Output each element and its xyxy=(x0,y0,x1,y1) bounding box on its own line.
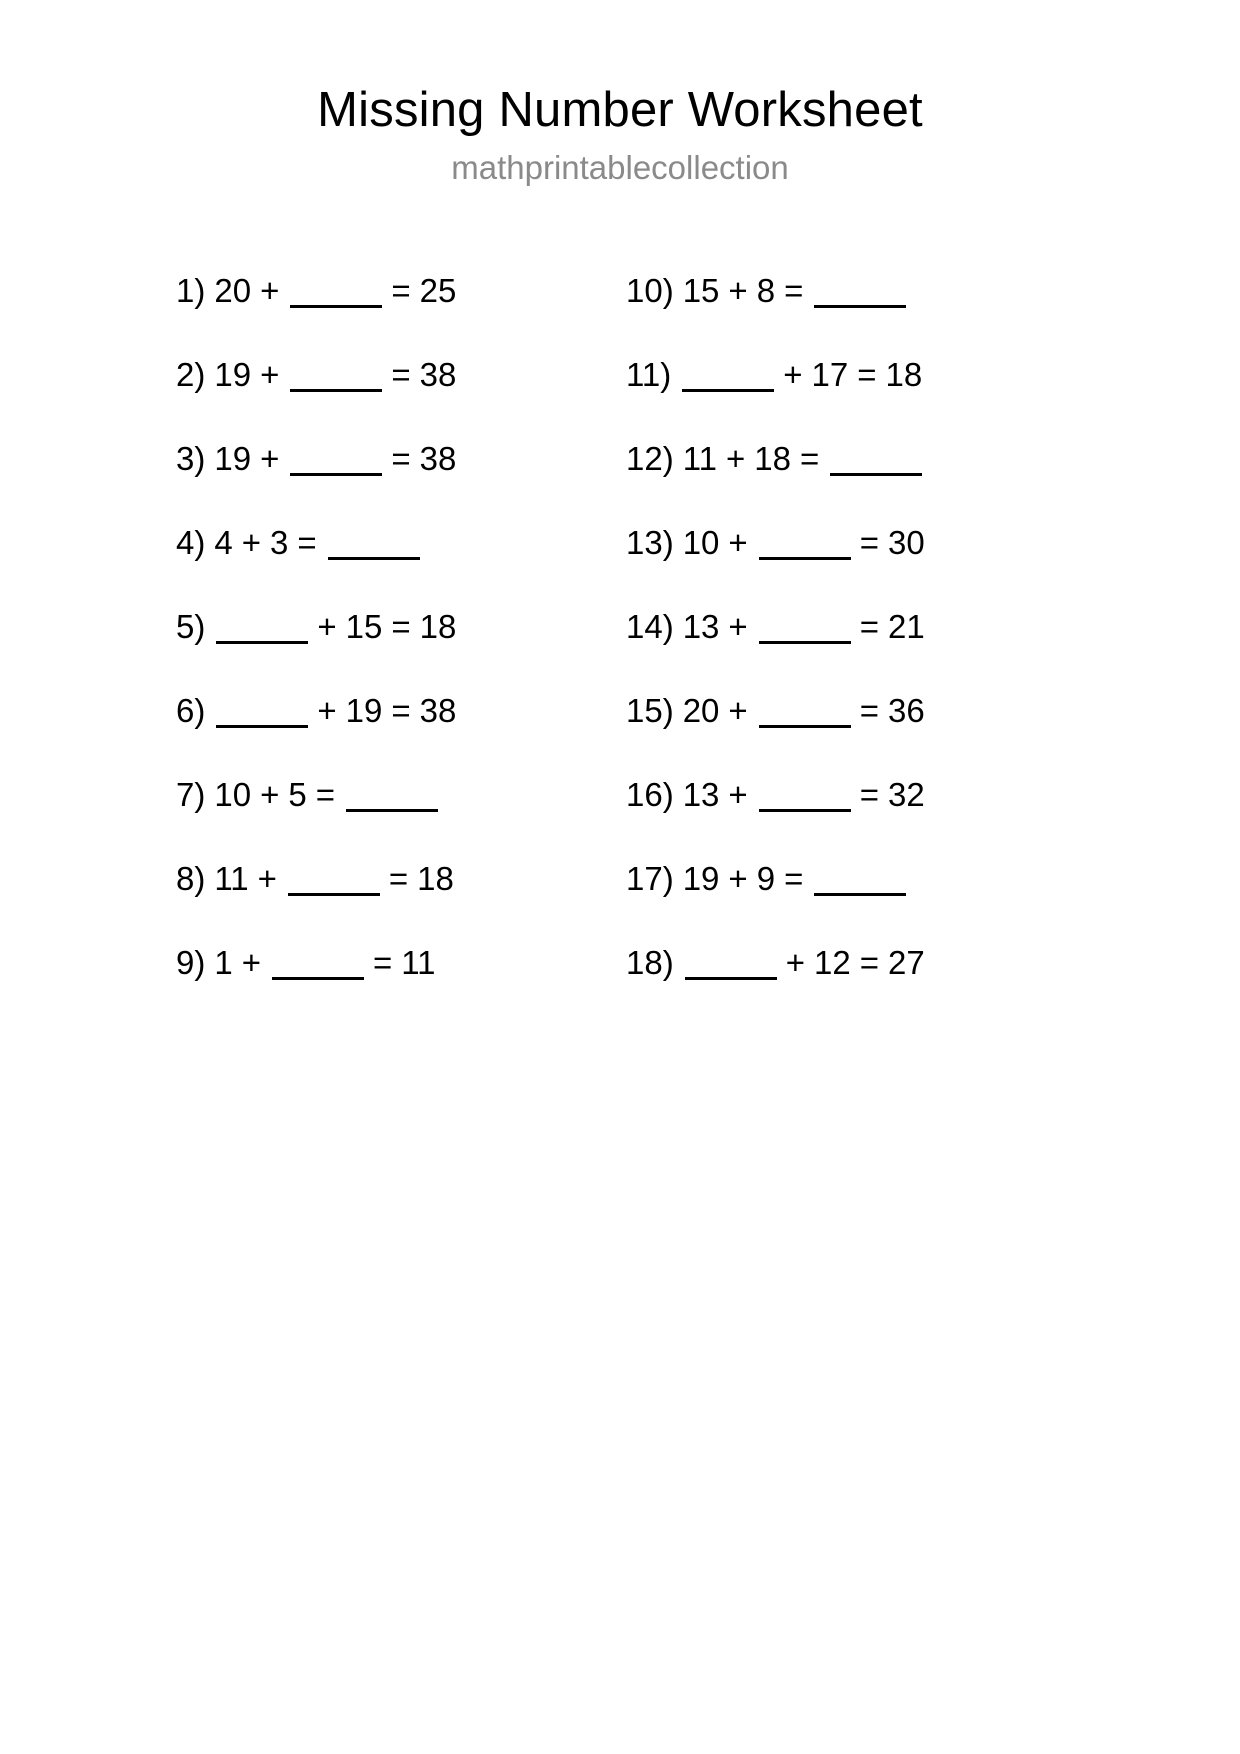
operand-a: 13 xyxy=(682,776,720,814)
problems-area xyxy=(0,273,1240,1029)
equals-operator: = xyxy=(315,776,335,814)
operand-a: 10 xyxy=(682,524,720,562)
operand-b: 8 xyxy=(756,272,776,310)
problem-row xyxy=(626,777,1076,861)
operand-a: 19 xyxy=(214,356,252,394)
operand-a: 4 xyxy=(214,524,233,562)
problem-number: 6) xyxy=(176,692,206,730)
equals-operator: = xyxy=(859,608,879,646)
plus-operator: + xyxy=(241,524,261,562)
problem-number: 17) xyxy=(626,860,674,898)
worksheet-subtitle: mathprintablecollection xyxy=(451,149,789,187)
operand-a: 19 xyxy=(682,860,720,898)
worksheet-header xyxy=(0,0,1240,187)
problem-row xyxy=(176,525,626,609)
equals-operator: = xyxy=(784,272,804,310)
answer-blank-operand-b[interactable] xyxy=(290,447,382,476)
plus-operator: + xyxy=(783,356,803,394)
plus-operator: + xyxy=(317,692,337,730)
operand-b: 19 xyxy=(345,692,383,730)
problem-row xyxy=(626,441,1076,525)
problem-row xyxy=(626,609,1076,693)
answer-blank-operand-b[interactable] xyxy=(759,783,851,812)
equals-operator: = xyxy=(799,440,820,478)
answer-blank-result[interactable] xyxy=(814,279,906,308)
problem-row xyxy=(176,609,626,693)
problem-row xyxy=(626,861,1076,945)
equals-operator: = xyxy=(391,440,411,478)
answer-blank-result[interactable] xyxy=(830,447,922,476)
result-value: 38 xyxy=(419,692,457,730)
problem-row xyxy=(176,693,626,777)
equals-operator: = xyxy=(391,608,411,646)
plus-operator: + xyxy=(728,692,748,730)
answer-blank-operand-b[interactable] xyxy=(290,363,382,392)
problem-number: 5) xyxy=(176,608,206,646)
operand-a: 13 xyxy=(682,608,720,646)
plus-operator: + xyxy=(260,776,280,814)
equals-operator: = xyxy=(784,860,804,898)
equals-operator: = xyxy=(859,776,879,814)
result-value: 32 xyxy=(887,776,925,814)
problem-row xyxy=(176,273,626,357)
result-value: 18 xyxy=(419,608,457,646)
problem-number: 15) xyxy=(626,692,674,730)
result-value: 18 xyxy=(885,356,923,394)
problems-column-right xyxy=(626,273,1076,1029)
equals-operator: = xyxy=(391,692,411,730)
equals-operator: = xyxy=(391,356,411,394)
answer-blank-operand-a[interactable] xyxy=(216,699,308,728)
plus-operator: + xyxy=(728,860,748,898)
result-value: 38 xyxy=(419,440,457,478)
operand-b: 9 xyxy=(756,860,776,898)
answer-blank-result[interactable] xyxy=(328,531,420,560)
plus-operator: + xyxy=(317,608,337,646)
answer-blank-result[interactable] xyxy=(346,783,438,812)
result-value: 36 xyxy=(887,692,925,730)
operand-b: 17 xyxy=(811,356,849,394)
equals-operator: = xyxy=(859,944,879,982)
problem-number: 4) xyxy=(176,524,206,562)
problem-number: 10) xyxy=(626,272,674,310)
equals-operator: = xyxy=(297,524,317,562)
problem-row xyxy=(626,945,1076,1029)
plus-operator: + xyxy=(260,356,280,394)
answer-blank-operand-b[interactable] xyxy=(288,867,380,896)
problem-number: 7) xyxy=(176,776,206,814)
operand-b: 3 xyxy=(269,524,289,562)
problem-row xyxy=(626,693,1076,777)
page-title: Missing Number Worksheet xyxy=(317,83,923,137)
operand-a: 20 xyxy=(682,692,720,730)
problem-row xyxy=(626,525,1076,609)
problem-row xyxy=(176,945,626,1029)
operand-b: 12 xyxy=(813,944,851,982)
problem-number: 12) xyxy=(626,440,674,478)
equals-operator: = xyxy=(372,944,393,982)
answer-blank-operand-b[interactable] xyxy=(759,531,851,560)
result-value: 25 xyxy=(419,272,457,310)
operand-a: 10 xyxy=(214,776,252,814)
result-value: 11 xyxy=(401,944,436,982)
equals-operator: = xyxy=(391,272,411,310)
result-value: 21 xyxy=(887,608,925,646)
problem-row xyxy=(176,357,626,441)
plus-operator: + xyxy=(785,944,805,982)
operand-a: 19 xyxy=(214,440,252,478)
answer-blank-operand-a[interactable] xyxy=(216,615,308,644)
operand-a: 11 xyxy=(682,440,717,478)
plus-operator: + xyxy=(260,272,280,310)
problem-number: 13) xyxy=(626,524,674,562)
plus-operator: + xyxy=(728,524,748,562)
operand-a: 15 xyxy=(682,272,720,310)
problem-number: 16) xyxy=(626,776,674,814)
operand-a: 20 xyxy=(214,272,252,310)
problem-number: 9) xyxy=(176,944,206,982)
answer-blank-operand-b[interactable] xyxy=(759,615,851,644)
equals-operator: = xyxy=(859,692,879,730)
problem-row xyxy=(626,357,1076,441)
plus-operator: + xyxy=(241,944,261,982)
equals-operator: = xyxy=(857,356,877,394)
operand-a: 1 xyxy=(214,944,233,982)
operand-b: 15 xyxy=(345,608,383,646)
operand-b: 5 xyxy=(288,776,307,814)
equals-operator: = xyxy=(388,860,409,898)
problem-row xyxy=(176,441,626,525)
answer-blank-operand-b[interactable] xyxy=(290,279,382,308)
answer-blank-operand-b[interactable] xyxy=(272,951,364,980)
plus-operator: + xyxy=(728,608,748,646)
problem-number: 18) xyxy=(626,944,674,982)
problems-column-left xyxy=(176,273,626,1029)
result-value: 27 xyxy=(887,944,925,982)
answer-blank-operand-a[interactable] xyxy=(682,363,774,392)
problem-number: 1) xyxy=(176,272,206,310)
result-value: 30 xyxy=(887,524,925,562)
plus-operator: + xyxy=(257,860,277,898)
plus-operator: + xyxy=(260,440,280,478)
problem-number: 8) xyxy=(176,860,206,898)
problem-row xyxy=(626,273,1076,357)
problem-number: 2) xyxy=(176,356,206,394)
problem-number: 11) xyxy=(626,356,672,394)
equals-operator: = xyxy=(859,524,879,562)
problem-number: 3) xyxy=(176,440,206,478)
result-value: 38 xyxy=(419,356,457,394)
answer-blank-operand-b[interactable] xyxy=(759,699,851,728)
problem-number: 14) xyxy=(626,608,674,646)
problem-row xyxy=(176,777,626,861)
result-value: 18 xyxy=(417,860,454,898)
plus-operator: + xyxy=(728,272,748,310)
plus-operator: + xyxy=(728,776,748,814)
operand-b: 18 xyxy=(754,440,791,478)
answer-blank-operand-a[interactable] xyxy=(685,951,777,980)
operand-a: 11 xyxy=(214,860,249,898)
problem-row xyxy=(176,861,626,945)
answer-blank-result[interactable] xyxy=(814,867,906,896)
plus-operator: + xyxy=(725,440,746,478)
